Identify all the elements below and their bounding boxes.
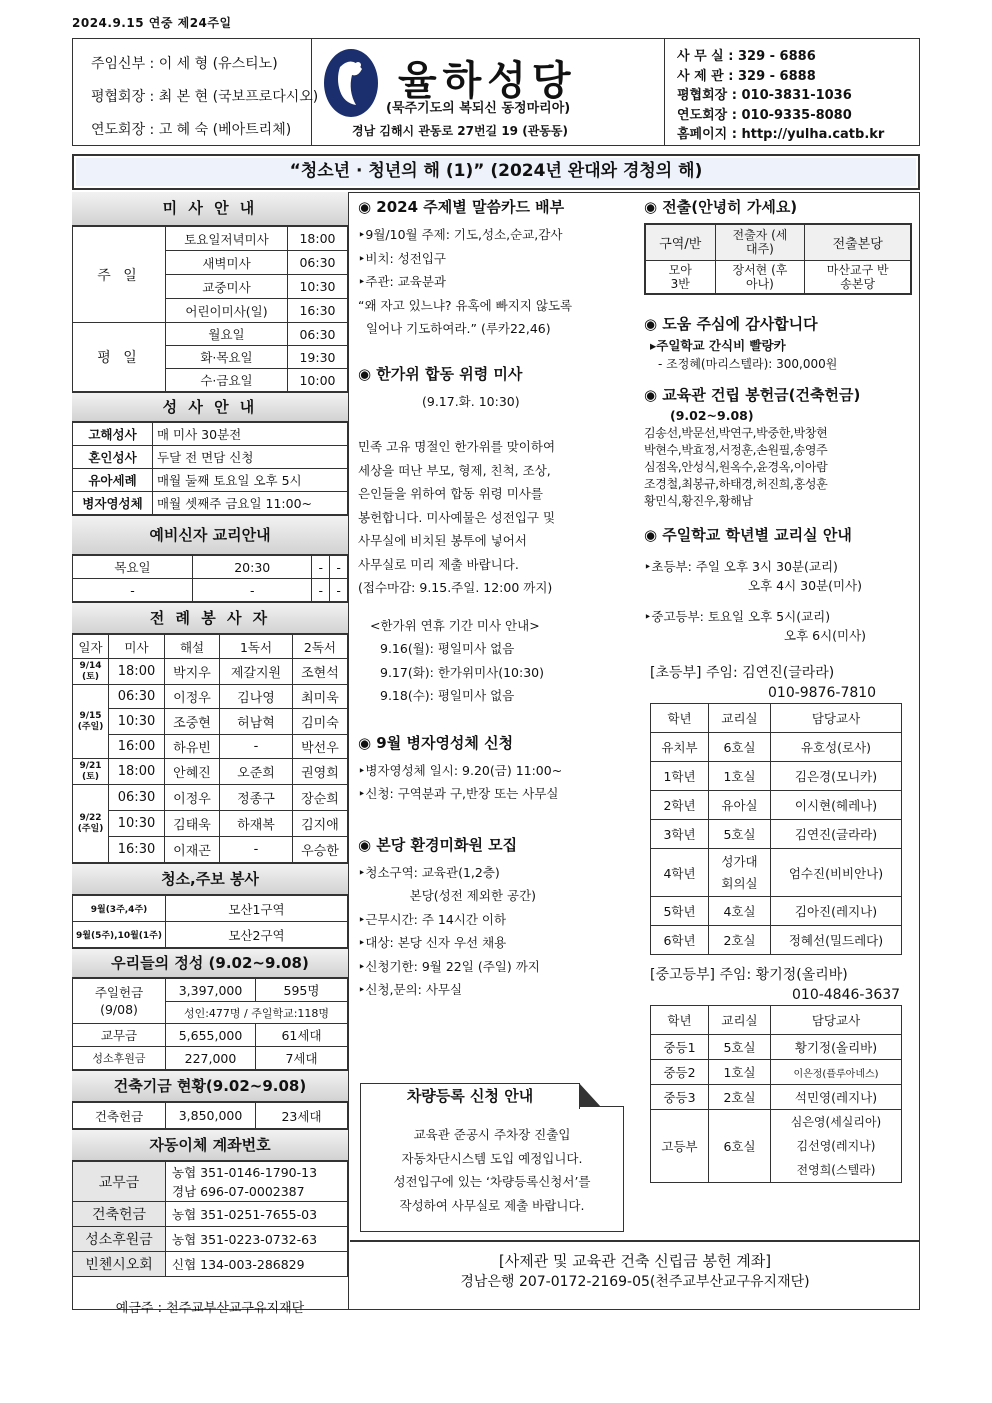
cleaning-period: 9월(3주,4주) (73, 896, 166, 922)
liturgy-minister: 하재복 (220, 811, 293, 837)
liturgy-head: 일자 (73, 635, 109, 659)
liturgy-date: 9/14 (토) (73, 659, 109, 685)
cleaning-table (72, 895, 348, 948)
mid-room: 5호실 (709, 1035, 771, 1060)
liturgy-minister: 이정우 (165, 785, 220, 811)
liturgy-minister: 김지애 (292, 811, 347, 837)
donor-names: 김송선,박문선,박연구,박중한,박창현 (644, 426, 828, 440)
offering-amount: 5,655,000 (166, 1024, 256, 1047)
footer-account: 경남은행 207-0172-2169-05(천주교부산교구유지재단) (460, 1274, 810, 1290)
building-donation-period: (9.02~9.08) (670, 408, 754, 423)
liturgy-minister: 박지우 (165, 659, 220, 685)
building-title: 건축기금 현황(9.02~9.08) (72, 1070, 348, 1102)
liturgy-table (72, 634, 348, 863)
mid-grade: 중등1 (651, 1035, 709, 1060)
sick-communion-line: ‣병자영성체 일시: 9.20(금) 11:00~ (358, 762, 563, 778)
liturgy-minister: - (220, 837, 293, 863)
transfer-cell: 모아 3반 (645, 260, 715, 294)
wordcard-line: ‣비치: 성전입구 (358, 250, 447, 266)
header-middle (312, 38, 664, 146)
elem-room: 2호실 (709, 926, 771, 955)
catechumen-cell: - (193, 579, 312, 602)
mass-name: 어린이미사(일) (166, 299, 288, 323)
liturgy-mass-time: 10:30 (109, 811, 165, 837)
elem-grade: 1학년 (651, 762, 709, 791)
mass-name: 월요일 (166, 323, 288, 346)
mid-schedule: ‣중고등부: 토요일 오후 5시(교리) (644, 609, 831, 624)
transfer-title: ◉ 전출(안녕히 가세요) (644, 198, 798, 216)
liturgy-mass-time: 18:00 (109, 759, 165, 785)
liturgy-mass-time: 06:30 (109, 685, 165, 709)
building-amount: 3,850,000 (166, 1103, 256, 1129)
office-phone: 사 무 실 : 329 - 6886 (677, 49, 816, 64)
cleaner-line: ‣신청기한: 9월 22일 (주일) 까지 (358, 958, 540, 974)
liturgy-minister: 오준희 (220, 759, 293, 785)
offering-table (72, 978, 348, 1070)
sacrament-info: 매 미사 30분전 (153, 423, 348, 446)
elem-grade: 4학년 (651, 849, 709, 897)
liturgy-minister: 우승한 (292, 837, 347, 863)
date-line: 2024.9.15 연중 제24주일 (72, 16, 232, 30)
transfer-cell: 장서현 (후아나) (715, 260, 805, 294)
footer-title: [사제관 및 교육관 건축 신립금 봉헌 계좌] (498, 1252, 772, 1270)
thanks-title: ◉ 도움 주심에 감사합니다 (644, 315, 818, 333)
right-column (644, 196, 914, 1183)
memorial-mass-title: ◉ 한가위 합동 위령 미사 (358, 364, 523, 383)
offering-count: 7세대 (256, 1047, 348, 1070)
account-label: 건축헌금 (73, 1202, 166, 1227)
liturgy-mass-time: 18:00 (109, 659, 165, 685)
header-right (664, 38, 920, 146)
sacrament-name: 혼인성사 (73, 446, 153, 469)
car-registration-box (360, 1087, 624, 1232)
liturgy-head: 미사 (109, 635, 165, 659)
catechumen-table (72, 555, 348, 602)
liturgy-date: 9/21 (토) (73, 759, 109, 785)
elem-schedule: ‣초등부: 주일 오후 3시 30분(교리) (644, 559, 838, 574)
mid-head: 학년 (651, 1006, 709, 1035)
account-label: 교무금 (73, 1162, 166, 1202)
holiday-mass-line: 9.17(화): 한가위미사(10:30) (380, 664, 544, 680)
transfer-table (644, 223, 912, 295)
account-number: 농협 351-0146-1790-13 (166, 1162, 348, 1182)
elem-teacher: 엄수진(비비안나) (771, 849, 902, 897)
cleaner-recruit-title: ◉ 본당 환경미화원 모집 (358, 835, 518, 854)
account-number: 신협 134-003-286829 (166, 1252, 348, 1277)
memorial-line: 민족 고유 명절인 한가위를 맞이하여 (358, 439, 556, 454)
sick-communion-line: ‣신청: 구역분과 구,반장 또는 사무실 (358, 786, 559, 801)
liturgy-minister: 김태욱 (165, 811, 220, 837)
account-label: 빈첸시오회 (73, 1252, 166, 1277)
elem-room: 성가대 회의실 (709, 849, 771, 897)
catechumen-cell: - (73, 579, 193, 602)
high-teachers (771, 1110, 902, 1183)
memorial-mass-date: (9.17.화. 10:30) (422, 393, 520, 409)
wordcard-title: ◉ 2024 주제별 말씀카드 배부 (358, 198, 565, 216)
car-line: 자동차단시스템 도입 예정입니다. (401, 1150, 583, 1166)
high-teacher: 김선영(레지나) (796, 1139, 876, 1153)
mid-grade: 중등3 (651, 1085, 709, 1110)
cleaner-line: ‣신청,문의: 사무실 (358, 982, 463, 997)
header-left (72, 38, 319, 146)
mass-name: 수·금요일 (166, 369, 288, 392)
mass-time: 06:30 (288, 323, 348, 346)
wordcard-line: ‣9월/10월 주제: 기도,성소,순교,감사 (358, 227, 563, 242)
elem-teacher: 김연진(글라라) (771, 820, 902, 849)
mid-teacher: 황기정(올리바) (771, 1035, 902, 1060)
mass-time: 18:00 (288, 227, 348, 251)
car-line: 작성하여 사무실로 제출 바랍니다. (399, 1197, 585, 1213)
liturgy-title: 전 례 봉 사 자 (72, 602, 348, 634)
liturgy-minister: 김나영 (220, 685, 293, 709)
catechumen-cell: - (330, 579, 348, 602)
thanks-line: - 조정혜(마리스텔라): 300,000원 (658, 357, 838, 371)
mid-classroom-table (650, 1005, 902, 1183)
high-teacher: 심은영(세실리아) (790, 1115, 882, 1129)
building-table (72, 1102, 348, 1129)
liturgy-minister: 정종구 (220, 785, 293, 811)
accounts-title: 자동이체 계좌번호 (72, 1129, 348, 1161)
council-phone: 평협회장 : 010-3831-1036 (677, 88, 852, 103)
elem-head: 교리실 (709, 704, 771, 733)
sacrament-name: 병자영성체 (73, 492, 153, 515)
elem-teacher: 김아진(레지나) (771, 897, 902, 926)
donor-names: 박현수,박효정,서정훈,손원필,송영주 (644, 443, 828, 457)
elem-dept-phone: 010-9876-7810 (768, 685, 877, 701)
elem-room: 1호실 (709, 762, 771, 791)
transfer-head: 전출자 (세대주) (715, 224, 805, 260)
liturgy-minister: 조중현 (165, 709, 220, 735)
elem-head: 학년 (651, 704, 709, 733)
donor-names: 조경철,최봉규,하태경,허진희,홍성훈 (644, 477, 828, 491)
liturgy-minister: 이정우 (165, 685, 220, 709)
mid-room: 1호실 (709, 1060, 771, 1085)
holiday-mass-line: 9.18(수): 평일미사 없음 (380, 688, 515, 703)
mid-head: 담당교사 (771, 1006, 902, 1035)
liturgy-date: 9/15 (주일) (73, 685, 109, 759)
liturgy-minister: 최미욱 (292, 685, 347, 709)
church-address: 경남 김해시 관동로 27번길 19 (관동동) (352, 124, 568, 138)
liturgy-minister: 허남혁 (220, 709, 293, 735)
liturgy-minister: - (220, 735, 293, 759)
liturgy-minister: 조현석 (292, 659, 347, 685)
liturgy-minister: 안혜진 (165, 759, 220, 785)
account-number: 농협 351-0223-0732-63 (166, 1227, 348, 1252)
car-registration-title: 차량등록 신청 안내 (360, 1083, 580, 1109)
memorial-line: 세상을 떠난 부모, 형제, 친척, 조상, (358, 462, 551, 478)
catechumen-title: 예비신자 교리안내 (72, 515, 348, 555)
header (72, 38, 920, 146)
catechumen-cell: 20:30 (193, 556, 312, 579)
sunday-offering-count: 595명 (256, 979, 348, 1002)
offering-amount: 227,000 (166, 1047, 256, 1070)
mid-teacher: 석민영(레지나) (771, 1085, 902, 1110)
memorial-line: (접수마감: 9.15.주일. 12:00 까지) (358, 580, 553, 595)
memorial-line: 사무실에 비치된 봉투에 넣어서 (358, 533, 527, 548)
offering-name: 교무금 (73, 1024, 166, 1047)
liturgy-mass-time: 16:00 (109, 735, 165, 759)
mid-room: 2호실 (709, 1085, 771, 1110)
liturgy-head: 해설 (165, 635, 220, 659)
catechumen-cell: - (312, 556, 330, 579)
tab-corner (579, 1083, 601, 1107)
holiday-mass-subtitle: <한가위 연휴 기간 미사 안내> (370, 617, 540, 633)
liturgy-minister: 하유빈 (165, 735, 220, 759)
mid-grade: 중등2 (651, 1060, 709, 1085)
mid-teacher: 이은정(플루아네스) (771, 1060, 902, 1085)
account-holder: 예금주 : 천주교부산교구유지재단 (115, 1301, 305, 1316)
church-name: 율하성당 (398, 57, 577, 104)
account-number: 농협 351-0251-7655-03 (166, 1202, 348, 1227)
liturgy-minister: 이재곤 (165, 837, 220, 863)
sick-communion-title: ◉ 9월 병자영성체 신청 (358, 733, 514, 752)
mass-time: 16:30 (288, 299, 348, 323)
donor-names: 심점옥,안성식,원옥수,윤경옥,이아람 (644, 460, 828, 474)
wordcard-line: 일어나 기도하여라.” (루카22,46) (358, 321, 551, 336)
cleaning-title: 청소,주보 봉사 (72, 863, 348, 895)
mass-time: 10:30 (288, 275, 348, 299)
memorial-line: 사무실로 미리 제출 바랍니다. (358, 556, 519, 572)
sacrament-name: 고해성사 (73, 423, 153, 446)
middle-column (358, 196, 636, 1002)
sacrament-table (72, 422, 348, 515)
catechumen-cell: - (330, 556, 348, 579)
mass-time: 06:30 (288, 251, 348, 275)
liturgy-minister: 김미숙 (292, 709, 347, 735)
elem-teacher: 정혜선(밀드레다) (771, 926, 902, 955)
liturgy-mass-time: 16:30 (109, 837, 165, 863)
transfer-head: 전출본당 (805, 224, 911, 260)
classroom-title: ◉ 주일학교 학년별 교리실 안내 (644, 526, 852, 544)
mass-name: 교중미사 (166, 275, 288, 299)
sacrament-info: 매월 셋째주 금요일 11:00~ (153, 492, 348, 515)
church-logo-icon (322, 47, 380, 119)
council-president: 평협회장 : 최 본 현 (국보프로다시오) (91, 89, 319, 105)
donor-names: 황민식,황진우,황해남 (644, 494, 753, 508)
church-subtitle: (묵주기도의 복되신 동정마리아) (386, 101, 571, 116)
left-column (72, 192, 349, 1316)
elem-grade: 유치부 (651, 733, 709, 762)
mass-name: 새벽미사 (166, 251, 288, 275)
wordcard-line: “왜 자고 있느냐? 유혹에 빠지지 않도록 (358, 297, 573, 313)
elem-grade: 6학년 (651, 926, 709, 955)
building-name: 건축헌금 (73, 1103, 166, 1129)
mid-head: 교리실 (709, 1006, 771, 1035)
liturgy-head: 1독서 (220, 635, 293, 659)
catechumen-cell: - (312, 579, 330, 602)
elem-room: 유아실 (709, 791, 771, 820)
elem-head: 담당교사 (771, 704, 902, 733)
car-line: 교육관 준공시 주차장 진출입 (413, 1127, 571, 1142)
account-number: 경남 696-07-0002387 (166, 1182, 348, 1202)
sunday-label: 주 일 (73, 227, 166, 323)
sacrament-info: 두달 전 면담 신청 (153, 446, 348, 469)
cleaner-line: ‣청소구역: 교육관(1,2층) (358, 864, 500, 880)
cleaning-area: 모산2구역 (166, 922, 348, 948)
theme-banner: “청소년 · 청년의 해 (1)” (2024년 완대와 경청의 해) (72, 154, 920, 190)
elem-teacher: 김은경(모니카) (771, 762, 902, 791)
mid-schedule: 오후 6시(미사) (784, 628, 867, 643)
homepage[interactable]: 홈페이지 : http://yulha.catb.kr (677, 127, 885, 142)
car-line: 성전입구에 있는 ‘차량등록신청서’를 (393, 1174, 591, 1189)
mass-table (72, 226, 348, 392)
building-donation-title: ◉ 교육관 건립 봉헌금(건축헌금) (644, 386, 861, 404)
elem-schedule: 오후 4시 30분(미사) (748, 578, 863, 593)
rectory-phone: 사 제 관 : 329 - 6888 (677, 68, 816, 84)
memorial-line: 봉헌합니다. 미사예물은 성전입구 및 (358, 509, 556, 525)
cleaning-area: 모산1구역 (166, 896, 348, 922)
memorial-line: 은인들을 위하여 합동 위령 미사를 (358, 486, 543, 501)
mass-time: 10:00 (288, 369, 348, 392)
elem-grade: 2학년 (651, 791, 709, 820)
high-room: 6호실 (709, 1110, 771, 1183)
liturgy-head: 2독서 (292, 635, 347, 659)
cleaner-line: ‣근무시간: 주 14시간 이하 (358, 911, 507, 927)
transfer-cell: 마산교구 반송본당 (805, 260, 911, 294)
sunday-offering-detail: 성인:477명 / 주일학교:118명 (166, 1002, 348, 1024)
high-grade: 고등부 (651, 1110, 709, 1183)
cleaner-line: 본당(성전 제외한 공간) (358, 888, 537, 903)
offering-title: 우리들의 정성 (9.02~9.08) (72, 948, 348, 978)
wordcard-line: ‣주관: 교육분과 (358, 274, 447, 289)
elem-grade: 3학년 (651, 820, 709, 849)
mass-time: 19:30 (288, 346, 348, 369)
prayer-phone: 연도회장 : 010-9335-8080 (677, 107, 852, 123)
liturgy-mass-time: 10:30 (109, 709, 165, 735)
prayer-president: 연도회장 : 고 혜 숙 (베아트리체) (91, 122, 292, 138)
sacrament-name: 유아세례 (73, 469, 153, 492)
mass-title: 미 사 안 내 (72, 192, 348, 226)
liturgy-date: 9/22 (주일) (73, 785, 109, 863)
high-teacher: 전영희(스텔라) (796, 1163, 876, 1177)
weekday-label: 평 일 (73, 323, 166, 392)
cleaning-period: 9월(5주),10월(1주) (73, 922, 166, 948)
liturgy-minister: 박선우 (292, 735, 347, 759)
transfer-head: 구역/반 (645, 224, 715, 260)
sacrament-title: 성 사 안 내 (72, 392, 348, 422)
holiday-mass-line: 9.16(월): 평일미사 없음 (380, 641, 515, 656)
liturgy-minister: 제갈지원 (220, 659, 293, 685)
building-count: 23세대 (256, 1103, 348, 1129)
liturgy-mass-time: 06:30 (109, 785, 165, 811)
mass-name: 토요일저녁미사 (166, 227, 288, 251)
elem-dept-title: [초등부] 주임: 김연진(글라라) (650, 665, 835, 681)
thanks-line: ▸주일학교 간식비 빨랑카 (650, 338, 786, 353)
sacrament-info: 매월 둘째 토요일 오후 5시 (153, 469, 348, 492)
elem-room: 6호실 (709, 733, 771, 762)
account-label: 성소후원금 (73, 1227, 166, 1252)
sunday-offering-amount: 3,397,000 (166, 979, 256, 1002)
mass-name: 화·목요일 (166, 346, 288, 369)
catechumen-cell: 목요일 (73, 556, 193, 579)
mid-dept-title: [중고등부] 주임: 황기정(올리바) (650, 967, 848, 983)
pastor: 주임신부 : 이 세 형 (유스티노) (91, 56, 278, 72)
liturgy-minister: 장순희 (292, 785, 347, 811)
elem-room: 4호실 (709, 897, 771, 926)
elem-room: 5호실 (709, 820, 771, 849)
offering-name: 성소후원금 (73, 1047, 166, 1070)
elem-grade: 5학년 (651, 897, 709, 926)
elem-teacher: 유호성(로사) (771, 733, 902, 762)
elem-teacher: 이시현(헤레나) (771, 791, 902, 820)
mid-dept-phone: 010-4846-3637 (792, 987, 901, 1003)
cleaner-line: ‣대상: 본당 신자 우선 채용 (358, 935, 507, 950)
accounts-table (72, 1161, 348, 1277)
liturgy-minister: 권영희 (292, 759, 347, 785)
sunday-offering-label: 주일헌금 (9/08) (73, 979, 166, 1024)
footer (350, 1240, 920, 1310)
elem-classroom-table (650, 703, 902, 955)
offering-count: 61세대 (256, 1024, 348, 1047)
